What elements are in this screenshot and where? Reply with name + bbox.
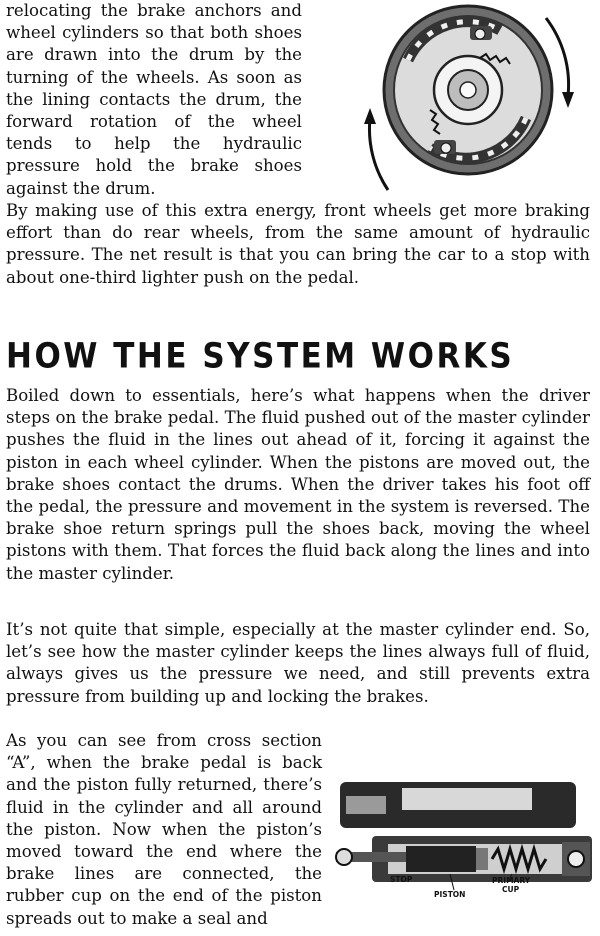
intro-wide-text: By making use of this extra energy, front wheels get more braking effort than do rear wheels, from the same amount of hydraulic pressure. The net result is that you can bring the car to a stop with about one-third lighter push on the pedal.	[6, 201, 590, 287]
section-heading: HOW THE SYSTEM WORKS	[6, 336, 515, 377]
label-stop: STOP	[390, 875, 413, 884]
paragraph-2: It’s not quite that simple, especially at the master cylinder end. So, let’s see how the master cylinder keeps the lines always full of fluid, always gives us the pressure we need, and still prevents extra pressure from building up and locking the brakes.	[6, 620, 590, 706]
label-primary: PRIMARY	[492, 876, 531, 885]
intro-narrow-text: relocating the brake anchors and wheel cylinders so that both shoes are drawn into the drum by the turning of the wheels. As soon as the lining contacts the drum, the forward rotation of the wheel tends to help the hydraulic pressure hold the brake shoes against the drum.	[6, 1, 302, 198]
master-cylinder-cross-section	[332, 736, 600, 932]
paragraph-1: Boiled down to essentials, here’s what happens when the driver steps on the brake pedal. The fluid pushed out of the master cylinder pushes the fluid in the lines out ahead of it, forcing it against the piston in each wheel cylinder. When the pistons are moved out, the brake shoes contact the drums. When the driver takes his foot off the pedal, the pressure and movement in the system is reversed. The brake shoe return springs pull the shoes back, moving the wheel pistons with them. That forces the fluid back along the lines and into the master cylinder.	[6, 386, 590, 583]
brake-drum-illustration	[330, 0, 600, 205]
label-cup: CUP	[502, 885, 520, 894]
paragraph-3: As you can see from cross section “A”, when the brake pedal is back and the piston fully returned, there’s fluid in the cylinder and all around the piston. Now when the piston’s moved toward the end where the brake lines are connected, the rubber cup on the end of the piston spreads out to make a seal and	[6, 731, 322, 928]
label-piston: PISTON	[434, 890, 466, 899]
